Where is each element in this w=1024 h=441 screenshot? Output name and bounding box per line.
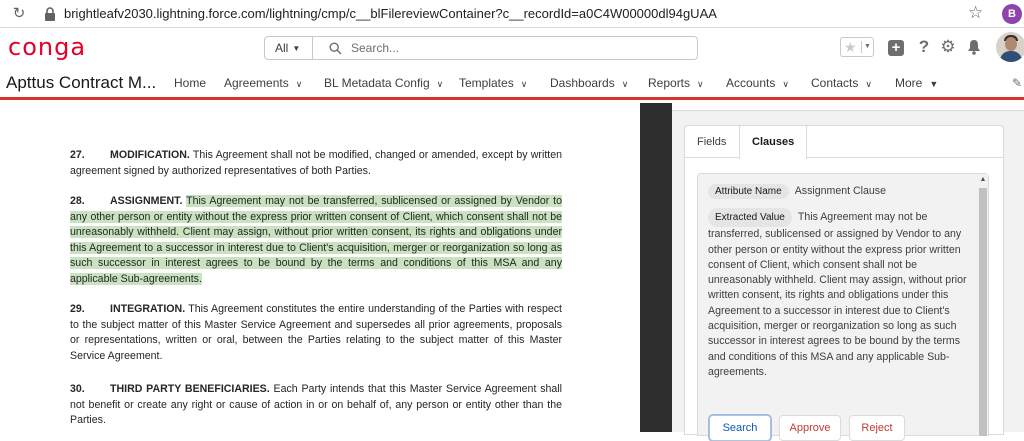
clause-heading: MODIFICATION.	[110, 149, 190, 161]
caret-down-icon: ▼	[292, 44, 301, 53]
app-name: Apttus Contract M...	[6, 73, 157, 92]
nav-item-accounts[interactable]	[726, 76, 789, 90]
reject-button[interactable]: Reject	[849, 415, 905, 441]
panel-tabs	[685, 126, 1003, 158]
global-actions-plus-icon[interactable]: +	[886, 36, 906, 58]
favorite-star-icon: ★	[844, 39, 857, 55]
search-icon	[329, 42, 342, 55]
help-icon[interactable]: ?	[918, 37, 930, 56]
nav-item-contacts[interactable]	[811, 76, 872, 90]
clause-heading: ASSIGNMENT.	[110, 195, 183, 207]
attribute-name-value: Assignment Clause	[794, 185, 886, 197]
global-header	[0, 28, 1024, 66]
app-navigation-bar	[0, 66, 1024, 100]
clause-paragraph-highlighted	[70, 194, 562, 287]
nav-item-home[interactable]	[174, 76, 206, 90]
nav-item-label: BL Metadata Config	[324, 76, 430, 90]
nav-item-label: Contacts	[811, 76, 859, 90]
nav-item-more[interactable]	[895, 76, 938, 90]
approve-button[interactable]: Approve	[779, 415, 841, 441]
clause-text: This Agreement constitutes the entire understanding of the Parties with respect to the subject matter of this Master Service Agreement and supersedes all prior agreements, proposals or representations, written or oral, between the Parties relating to the subject matter of this Master Service Agreement.	[70, 303, 562, 362]
browser-profile-avatar[interactable]: B	[1002, 4, 1022, 24]
clause-heading: THIRD PARTY BENEFICIARIES.	[110, 383, 270, 395]
clause-heading: INTEGRATION.	[110, 303, 186, 315]
clause-text: Each Party intends that this Master Service Agreement shall not benefit or create any right or cause of action in or on behalf of, any person or entity other than the Parties.	[70, 383, 562, 426]
url-text[interactable]: brightleafv2030.lightning.force.com/lightning/cmp/c__blFilereviewContainer?c__recordId=a0C4W00000dl94gUAA	[64, 6, 717, 21]
clause-paragraph	[70, 302, 562, 364]
review-panel	[672, 103, 1024, 432]
favorites-dropdown-icon[interactable]: ▼	[861, 41, 873, 53]
nav-item-label: Home	[174, 76, 207, 90]
global-search	[264, 36, 698, 60]
extracted-value-block	[708, 208, 980, 380]
clause-number: 28.	[70, 195, 85, 207]
lock-icon	[44, 6, 56, 22]
favorites-button[interactable]	[840, 37, 874, 57]
chevron-down-icon[interactable]: ∨	[436, 79, 444, 89]
clause-paragraph	[70, 148, 562, 179]
edit-pencil-icon[interactable]: ✎	[1012, 76, 1023, 90]
user-avatar[interactable]	[996, 32, 1024, 62]
nav-item-bl-metadata-config[interactable]	[324, 76, 443, 90]
nav-item-label: Dashboards	[550, 76, 615, 90]
extracted-value-label: Extracted Value	[708, 208, 792, 227]
nav-item-label: Accounts	[726, 76, 776, 90]
clause-text: This Agreement shall not be modified, changed or amended, except by written agreement signed by authorized representatives of both Parties.	[70, 149, 562, 177]
tab-fields[interactable]: Fields	[697, 136, 727, 148]
browser-address-bar	[0, 0, 1024, 28]
chevron-down-icon[interactable]: ∨	[621, 79, 629, 89]
bookmark-star-icon[interactable]: ☆	[968, 3, 984, 22]
attribute-name-row	[708, 184, 886, 199]
chevron-down-icon[interactable]: ∨	[697, 79, 704, 89]
nav-item-templates[interactable]	[459, 76, 527, 90]
search-input[interactable]	[351, 39, 681, 57]
highlighted-clause-text[interactable]: This Agreement may not be transferred, sublicensed or assigned by Vendor to any other person or entity without the express prior written consent of Client, which consent shall not be unreasonably withheld. Client may assign, without prior written consent, its rights and obligations under this Agreement to a successor in interest due to Client's acquisition, merger or reorganization so long as such successor in interest agrees to be bound by the terms and conditions of this MSA and any applicable Sub-agreements.	[70, 195, 562, 285]
nav-item-agreements[interactable]	[224, 76, 302, 90]
nav-item-label: Reports	[648, 76, 691, 90]
panel-top-strip	[672, 103, 1024, 111]
chevron-down-icon[interactable]: ∨	[865, 79, 872, 89]
chevron-down-icon[interactable]: ∨	[782, 79, 789, 89]
nav-item-reports[interactable]	[648, 76, 704, 90]
clause-number: 29.	[70, 303, 85, 315]
nav-item-label: More	[895, 76, 923, 90]
search-button[interactable]: Search	[709, 415, 771, 441]
extracted-value-text: This Agreement may not be transferred, sublicensed or assigned by Vendor to any other person or entity without the express prior written consent of Client, which consent shall not be unreasonably withheld. Client may assign, without prior written consent, its rights and obligations under this Agreement to a successor in interest due to Client's acquisition, merger or reorganization so long as such successor in interest agrees to be bound by the terms and conditions of this MSA and any applicable Sub-agreements.	[708, 211, 967, 378]
scrollbar-thumb[interactable]	[979, 188, 987, 436]
caret-down-icon[interactable]: ▼	[929, 79, 939, 89]
search-scope-dropdown[interactable]	[265, 37, 313, 59]
conga-logo[interactable]: conga	[8, 33, 87, 61]
tab-clauses[interactable]: Clauses	[739, 126, 807, 159]
chevron-down-icon[interactable]: ∨	[520, 79, 528, 89]
clause-paragraph	[70, 382, 562, 429]
document-viewer	[0, 103, 640, 432]
panel-divider[interactable]	[640, 103, 672, 432]
clause-number: 27.	[70, 149, 85, 161]
clause-number: 30.	[70, 383, 85, 395]
reload-icon[interactable]: ↻	[12, 5, 26, 22]
review-card	[684, 125, 1004, 435]
scroll-up-arrow-icon[interactable]: ▲	[979, 176, 987, 183]
notification-bell-icon[interactable]	[964, 36, 984, 58]
nav-item-label: Templates	[459, 76, 514, 90]
search-scope-label: All	[275, 41, 289, 55]
chevron-down-icon[interactable]: ∨	[295, 79, 303, 89]
scrollbar[interactable]	[978, 174, 988, 436]
nav-item-label: Agreements	[224, 76, 289, 90]
nav-item-dashboards[interactable]	[550, 76, 628, 90]
clause-details	[697, 173, 989, 436]
gear-icon[interactable]: ⚙	[940, 37, 956, 56]
attribute-name-label: Attribute Name	[708, 184, 789, 199]
